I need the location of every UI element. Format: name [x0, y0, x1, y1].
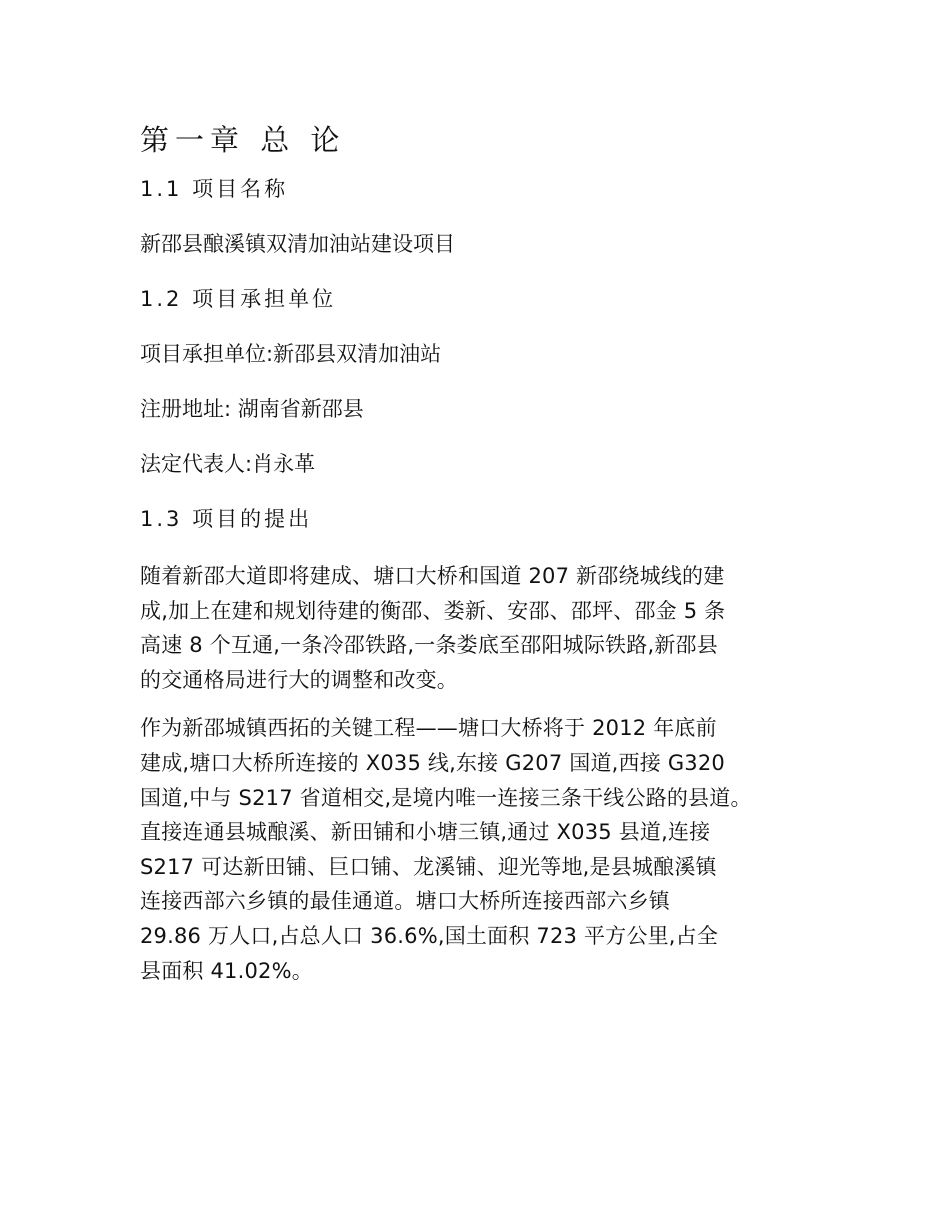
- section-heading-1-2: 1.2 项目承担单位: [140, 287, 337, 311]
- paragraph-1: [140, 559, 840, 697]
- section-heading-1-3: 1.3 项目的提出: [140, 507, 313, 531]
- paragraph-2-line: S217 可达新田铺、巨口铺、龙溪铺、迎光等地,是县城酿溪镇: [140, 854, 717, 879]
- paragraph-2-line: 国道,中与 S217 省道相交,是境内唯一连接三条干线公路的县道。: [140, 785, 752, 810]
- paragraph-1-line: 的交通格局进行大的调整和改变。: [140, 667, 458, 692]
- section-heading-1-1: 1.1 项目名称: [140, 177, 289, 201]
- paragraph-1-line: 成,加上在建和规划待建的衡邵、娄新、安邵、邵坪、邵金 5 条: [140, 598, 726, 623]
- chapter-title: 第一章 总 论: [140, 123, 346, 157]
- paragraph-2-line: 县面积 41.02%。: [140, 958, 313, 983]
- paragraph-2: [140, 711, 840, 988]
- paragraph-1-line: 随着新邵大道即将建成、塘口大桥和国道 207 新邵绕城线的建: [140, 564, 725, 588]
- paragraph-2-line: 29.86 万人口,占总人口 36.6%,国土面积 723 平方公里,占全: [140, 923, 719, 948]
- document-page: [140, 118, 840, 1002]
- paragraph-2-line: 直接连通县城酿溪、新田铺和小塘三镇,通过 X035 县道,连接: [140, 820, 711, 845]
- paragraph-2-line: 连接西部六乡镇的最佳通道。塘口大桥所连接西部六乡镇: [140, 889, 670, 914]
- project-name: 新邵县酿溪镇双清加油站建设项目: [140, 232, 455, 256]
- paragraph-1-line: 高速 8 个互通,一条冷邵铁路,一条娄底至邵阳城际铁路,新邵县: [140, 633, 718, 658]
- paragraph-2-line: 建成,塘口大桥所连接的 X035 线,东接 G207 国道,西接 G320: [140, 750, 725, 775]
- paragraph-2-line: 作为新邵城镇西拓的关键工程——塘口大桥将于 2012 年底前: [140, 716, 717, 741]
- undertaking-unit: 项目承担单位:新邵县双清加油站: [140, 342, 442, 366]
- registered-address: 注册地址: 湖南省新邵县: [140, 397, 364, 421]
- legal-representative: 法定代表人:肖永革: [140, 452, 316, 476]
